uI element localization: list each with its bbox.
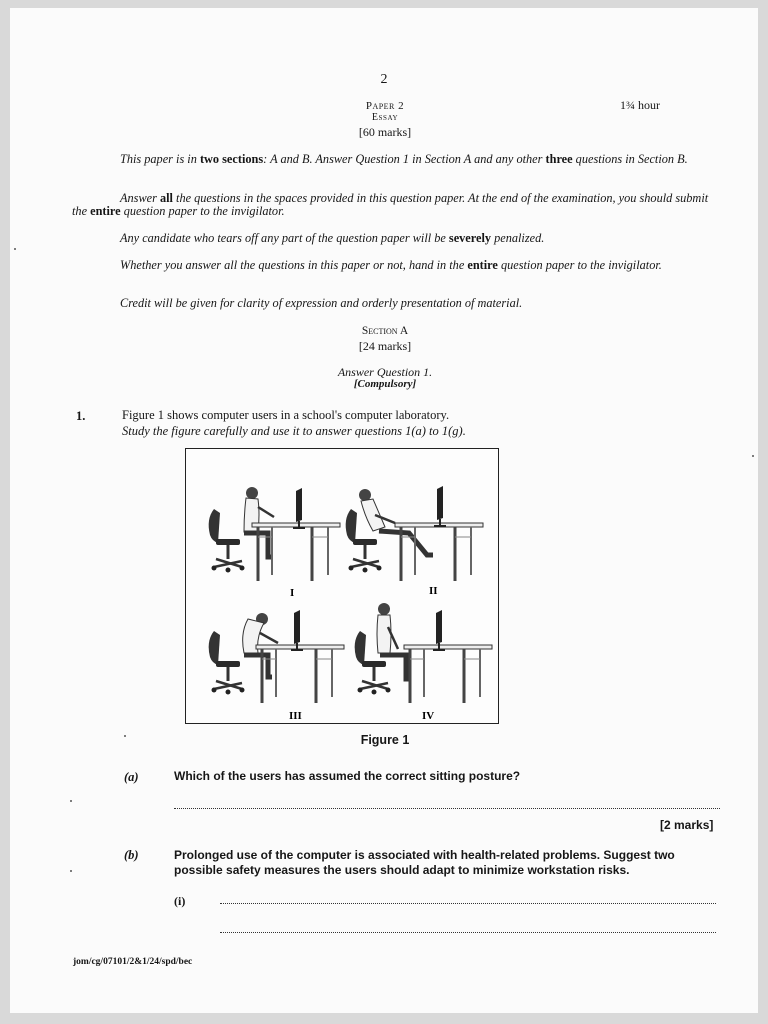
part-a-question: Which of the users has assumed the correct sitting posture? (174, 769, 521, 783)
scan-speck (752, 455, 754, 457)
question-stem: Figure 1 shows computer users in a school's computer laboratory. (122, 408, 450, 422)
paper-title: Paper 2 (365, 100, 405, 112)
figure-user-ii (346, 486, 483, 581)
section-marks: [24 marks] (358, 339, 412, 353)
figure-user-iii (209, 610, 344, 703)
answer-line-b-i-1[interactable] (220, 903, 716, 904)
question-instruction: Study the figure carefully and use it to answer questions 1(a) to 1(g). (122, 424, 466, 438)
part-b-label: (b) (124, 848, 139, 862)
compulsory-label: [Compulsory] (353, 378, 417, 390)
figure-user-i (209, 487, 340, 581)
part-a-label: (a) (124, 770, 139, 784)
figure-label-iv: IV (422, 710, 435, 722)
figure-user-iv (355, 603, 492, 703)
question-number: 1. (76, 409, 86, 423)
figure-label-ii: II (429, 585, 438, 597)
answer-line-a[interactable] (174, 808, 720, 809)
paper-code-footer: jom/cg/07101/2&1/24/spd/bec (73, 957, 193, 967)
part-b-i-label: (i) (174, 894, 186, 908)
page-number: 2 (380, 72, 388, 87)
paper-type: Essay (371, 112, 399, 123)
scan-speck (124, 735, 126, 737)
instruction-sections: This paper is in two sections: A and B. Answer Question 1 in Section A and any other three questions in Section B. (120, 152, 688, 166)
part-a-marks: [2 marks] (660, 818, 714, 832)
duration: 1¾ hour (620, 98, 660, 112)
instruction-answer-all: Answer all the questions in the spaces provided in this question paper. At the end of the examination, you should submit the entire question paper to the invigilator. (72, 191, 709, 218)
section-title: Section A (361, 325, 409, 337)
instruction-credit: Credit will be given for clarity of expression and orderly presentation of material. (120, 296, 523, 310)
figure-label-iii: III (289, 710, 302, 722)
answer-line-b-i-2[interactable] (220, 932, 716, 933)
posture-illustration (186, 449, 498, 723)
figure-label-i: I (290, 587, 295, 599)
total-marks: [60 marks] (358, 125, 412, 139)
section-answer-instruction: Answer Question 1. (337, 365, 433, 379)
figure-caption: Figure 1 (360, 733, 410, 747)
instruction-penalty: Any candidate who tears off any part of the question paper will be severely penalized. (120, 231, 545, 245)
scan-speck (70, 800, 72, 802)
scan-speck (14, 248, 16, 250)
figure-1 (185, 448, 499, 724)
instruction-hand-in: Whether you answer all the questions in this paper or not, hand in the entire question paper to the invigilator. (120, 258, 662, 272)
scan-speck (70, 870, 72, 872)
part-b-question: Prolonged use of the computer is associated with health-related problems. Suggest two possible safety measures the users should adapt to minimize workstation risks. (174, 848, 675, 877)
